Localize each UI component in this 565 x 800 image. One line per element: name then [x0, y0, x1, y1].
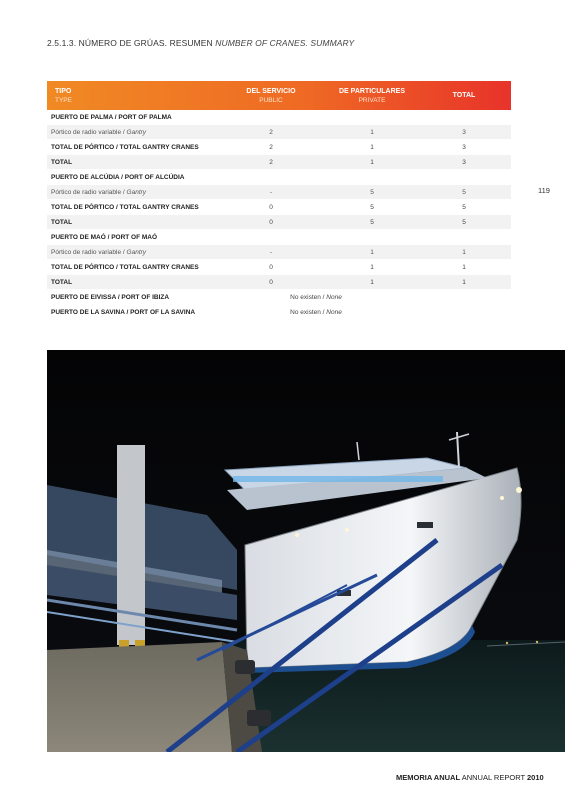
section-title-es: 2.5.1.3. NÚMERO DE GRÚAS. RESUMEN: [47, 38, 213, 48]
gantry-private: 1: [327, 245, 417, 260]
header-public: [215, 81, 327, 110]
port-row-palma: [47, 110, 511, 125]
total-total: 1: [417, 275, 511, 290]
total-gantry-private: 5: [327, 200, 417, 215]
port-name: PUERTO DE LA SAVINA / PORT OF LA SAVINA: [47, 305, 215, 320]
gantry-label-es: Pórtico de radio variable /: [51, 248, 125, 256]
total-gantry-row-palma: [47, 140, 511, 155]
total-row-palma: [47, 155, 511, 170]
total-label: TOTAL: [47, 155, 215, 170]
empty-cell: [417, 305, 511, 320]
gantry-public: -: [215, 185, 327, 200]
gantry-total: 3: [417, 125, 511, 140]
footer-title-es: MEMORIA ANUAL: [396, 773, 461, 782]
port-name: PUERTO DE MAÓ / PORT OF MAÓ: [47, 230, 511, 245]
gantry-row-mao: [47, 245, 511, 260]
gantry-label-es: Pórtico de radio variable /: [51, 188, 125, 196]
gantry-label: [47, 245, 215, 260]
gantry-row-palma: [47, 125, 511, 140]
section-title-en: NUMBER OF CRANES. SUMMARY: [215, 38, 355, 48]
total-total: 3: [417, 155, 511, 170]
header-public-en: PUBLIC: [259, 96, 283, 104]
footer: [396, 773, 544, 782]
none-label-es: No existen /: [290, 293, 325, 301]
total-public: 0: [215, 215, 327, 230]
total-private: 1: [327, 155, 417, 170]
header-private: [327, 81, 417, 110]
gantry-total: 5: [417, 185, 511, 200]
gantry-label: [47, 125, 215, 140]
total-private: 1: [327, 275, 417, 290]
total-public: 2: [215, 155, 327, 170]
total-label: TOTAL: [47, 215, 215, 230]
cruise-ship-photo: [47, 350, 565, 752]
header-private-en: PRIVATE: [358, 96, 386, 104]
cranes-summary-table: [47, 81, 511, 320]
port-row-mao: [47, 230, 511, 245]
footer-year: 2010: [527, 773, 544, 782]
total-gantry-public: 0: [215, 260, 327, 275]
empty-cell: [417, 290, 511, 305]
total-label: TOTAL: [47, 275, 215, 290]
header-total-label: TOTAL: [452, 92, 476, 99]
port-row-la-savina: [47, 305, 511, 320]
total-private: 5: [327, 215, 417, 230]
total-gantry-total: 1: [417, 260, 511, 275]
total-gantry-public: 0: [215, 200, 327, 215]
header-type: [47, 81, 215, 110]
total-row-alcudia: [47, 215, 511, 230]
total-row-mao: [47, 275, 511, 290]
port-name: PUERTO DE EIVISSA / PORT OF IBIZA: [47, 290, 215, 305]
total-gantry-row-alcudia: [47, 200, 511, 215]
total-gantry-private: 1: [327, 140, 417, 155]
gantry-row-alcudia: [47, 185, 511, 200]
gantry-total: 1: [417, 245, 511, 260]
gantry-private: 1: [327, 125, 417, 140]
total-gantry-label: TOTAL DE PÓRTICO / TOTAL GANTRY CRANES: [47, 200, 215, 215]
port-name: PUERTO DE PALMA / PORT OF PALMA: [47, 110, 511, 125]
total-gantry-label: TOTAL DE PÓRTICO / TOTAL GANTRY CRANES: [47, 140, 215, 155]
total-public: 0: [215, 275, 327, 290]
header-private-es: DE PARTICULARES: [339, 87, 405, 95]
gantry-label-en: Gantry: [126, 128, 147, 136]
page-number: 119: [538, 186, 550, 195]
header-type-en: TYPE: [55, 96, 72, 104]
gantry-public: 2: [215, 125, 327, 140]
gantry-label-en: Gantry: [126, 248, 147, 256]
section-title: [47, 38, 354, 48]
header-total: [417, 81, 511, 110]
gantry-label-es: Pórtico de radio variable /: [51, 128, 125, 136]
port-name: PUERTO DE ALCÚDIA / PORT OF ALCÚDIA: [47, 170, 511, 185]
gantry-public: -: [215, 245, 327, 260]
header-type-es: TIPO: [55, 87, 72, 95]
total-gantry-label: TOTAL DE PÓRTICO / TOTAL GANTRY CRANES: [47, 260, 215, 275]
total-gantry-private: 1: [327, 260, 417, 275]
total-gantry-public: 2: [215, 140, 327, 155]
table-header-row: [47, 81, 511, 110]
header-public-es: DEL SERVICIO: [246, 87, 296, 95]
gantry-label: [47, 185, 215, 200]
none-note: [215, 305, 417, 320]
gantry-private: 5: [327, 185, 417, 200]
footer-title-en: ANNUAL REPORT: [461, 773, 525, 782]
port-row-ibiza: [47, 290, 511, 305]
none-label-en: None: [326, 308, 342, 316]
gantry-label-en: Gantry: [126, 188, 147, 196]
none-label-es: No existen /: [290, 308, 325, 316]
port-row-alcudia: [47, 170, 511, 185]
cruise-ship-illustration: [47, 350, 565, 752]
total-gantry-total: 3: [417, 140, 511, 155]
none-label-en: None: [326, 293, 342, 301]
total-gantry-total: 5: [417, 200, 511, 215]
total-total: 5: [417, 215, 511, 230]
total-gantry-row-mao: [47, 260, 511, 275]
none-note: [215, 290, 417, 305]
